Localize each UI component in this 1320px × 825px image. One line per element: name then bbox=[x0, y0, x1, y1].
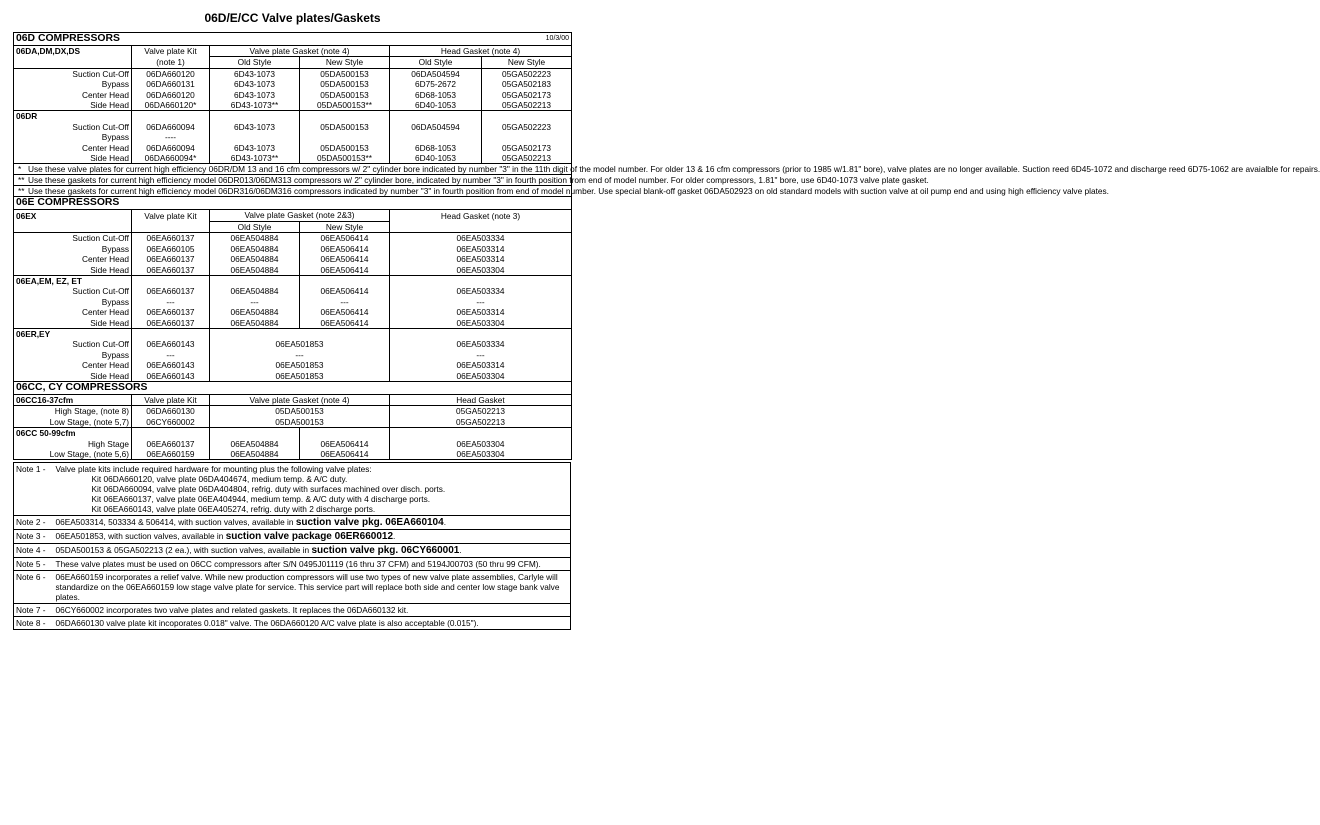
table-note-cell bbox=[14, 186, 1109, 197]
table-cell: 06EA660137 bbox=[132, 254, 210, 264]
note-marker: * bbox=[18, 164, 22, 175]
table-cell: 05DA500153 bbox=[300, 79, 390, 89]
note-marker: ** bbox=[18, 175, 25, 186]
table-cell: Low Stage, (note 5,7) bbox=[49, 416, 129, 427]
table-note bbox=[14, 175, 572, 186]
table-cell: 06EA506414 bbox=[300, 307, 390, 317]
section-header-06d bbox=[14, 33, 572, 46]
table-cell bbox=[132, 328, 210, 339]
table-cell: Side Head bbox=[90, 370, 129, 381]
note-7 bbox=[14, 604, 571, 617]
table-cell: 06EA506414 bbox=[300, 254, 390, 264]
table-cell: 06EA660137 bbox=[132, 286, 210, 296]
col-header: New Style bbox=[300, 221, 390, 232]
table-cell: 6D68-1053 bbox=[390, 90, 482, 100]
section-header-06cc bbox=[14, 381, 572, 394]
note-4 bbox=[14, 544, 571, 558]
note-5 bbox=[14, 558, 571, 571]
note-text: 06EA660159 incorporates a relief valve. While new production compressors will use two types of new valve plate assemblies, Carlyle will standardize on the 06EA660159 low stage valve plate for service. This service part will replace both side and center low stage bank valve plates. bbox=[54, 571, 571, 604]
table-cell bbox=[300, 132, 390, 142]
table-cell: 06EA503314 bbox=[390, 254, 572, 264]
table-cell: 06DA660094* bbox=[132, 153, 210, 164]
table-cell: 05GA502213 bbox=[390, 417, 572, 428]
table-cell: Side Head bbox=[90, 153, 129, 164]
table-cell: Center Head bbox=[81, 360, 129, 371]
table-row bbox=[14, 406, 572, 417]
table-cell: 05GA502223 bbox=[482, 122, 572, 132]
col-header: Head Gasket (note 3) bbox=[390, 210, 572, 221]
table-cell: 06DA660131 bbox=[132, 79, 210, 89]
table-cell bbox=[132, 111, 210, 122]
table-cell: 06EA503334 bbox=[390, 233, 572, 244]
table-cell: 6D43-1073** bbox=[210, 153, 300, 164]
table-cell: Bypass bbox=[101, 132, 129, 143]
table-cell: Suction Cut-Off bbox=[14, 233, 132, 244]
note-text: These valve plates must be used on 06CC compressors after S/N 0495J01119 (16 thru 37 CFM) and 5194J00703 (50 thru 99 CFM). bbox=[54, 558, 571, 571]
table-cell: 06EA506414 bbox=[300, 318, 390, 329]
note-text: 06DA660130 valve plate kit incoporates 0.018" valve. The 06DA660120 A/C valve plate is also acceptable (0.015"). bbox=[54, 617, 571, 630]
table-row bbox=[14, 132, 572, 142]
note-2 bbox=[14, 516, 571, 530]
table-cell: 06DA660094 bbox=[132, 122, 210, 132]
table-row bbox=[14, 244, 572, 254]
table-cell bbox=[482, 111, 572, 122]
table-cell bbox=[132, 275, 210, 286]
table-cell: 06EA504884 bbox=[210, 265, 300, 276]
subheader-06cc16 bbox=[14, 394, 572, 405]
table-row bbox=[14, 439, 572, 449]
table-cell: --- bbox=[390, 350, 572, 360]
table-row bbox=[14, 233, 572, 244]
table-cell: 06DA660120* bbox=[132, 100, 210, 111]
subheader-06dr bbox=[14, 111, 572, 122]
table-cell bbox=[300, 275, 390, 286]
note-label: Note 7 - bbox=[14, 604, 54, 617]
table-cell: 06EA660159 bbox=[132, 449, 210, 460]
table-cell bbox=[132, 221, 210, 232]
note-body: 06EA503314, 503334 & 506414, with suction valves, available in bbox=[55, 517, 294, 528]
table-row bbox=[14, 449, 572, 460]
table-cell bbox=[482, 132, 572, 142]
page-title: 06D/E/CC Valve plates/Gaskets bbox=[204, 11, 381, 25]
table-cell: 6D43-1073** bbox=[210, 100, 300, 111]
table-cell: 06EA504884 bbox=[210, 244, 300, 254]
table-cell: 05GA502173 bbox=[482, 90, 572, 100]
table-cell: 06EA660137 bbox=[132, 439, 210, 449]
table-cell: 06EA501853 bbox=[210, 371, 390, 382]
table-cell: Bypass bbox=[101, 296, 129, 307]
table-cell: 06EA506414 bbox=[300, 449, 390, 460]
table-cell: 06EA504884 bbox=[210, 254, 300, 264]
table-cell: 06EA503334 bbox=[390, 339, 572, 349]
table-row bbox=[14, 286, 572, 296]
table-cell bbox=[390, 132, 482, 142]
valve-plate-table bbox=[13, 32, 1320, 460]
note-text: 06CY660002 incorporates two valve plates and related gaskets. It replaces the 06DA660132 kit. bbox=[54, 604, 571, 617]
table-cell: 05GA502213 bbox=[482, 153, 572, 164]
col-header: New Style bbox=[482, 57, 572, 68]
table-cell: Suction Cut-Off bbox=[72, 339, 129, 350]
table-cell: Center Head bbox=[81, 254, 129, 265]
note-text: Use these valve plates for current high efficiency 06DR/DM 13 and 16 cfm compressors w/ 2" cylinder bore indicated by number "3" in the 11th digit of the model number. For older 13 & 16 cfm compressors (prior to 1985 w/1.81" bore), valve plates are no longer available. Suction reed 6D45-1072 and discharge reed 6D75-1062 are avaialble for repairs. bbox=[28, 164, 1320, 175]
model-group-label: 06CC16-37cfm bbox=[16, 394, 74, 405]
table-row bbox=[14, 153, 572, 164]
table-cell: 06EA504884 bbox=[210, 233, 300, 244]
table-cell: Bypass bbox=[101, 79, 129, 90]
table-cell: 06EA504884 bbox=[210, 439, 300, 449]
note-1 bbox=[14, 463, 571, 516]
table-cell: 06EA503314 bbox=[390, 360, 572, 370]
table-note-cell bbox=[14, 175, 929, 186]
table-cell: 06DA504594 bbox=[390, 122, 482, 132]
table-cell: High Stage bbox=[87, 438, 129, 449]
table-cell: 05GA502213 bbox=[390, 406, 572, 417]
table-cell: ---- bbox=[132, 132, 210, 142]
note-body: 06EA501853, with suction valves, available in bbox=[55, 531, 224, 542]
table-cell bbox=[390, 221, 572, 232]
table-cell: Center Head bbox=[81, 142, 129, 153]
table-row bbox=[14, 350, 572, 360]
table-cell bbox=[300, 111, 390, 122]
table-note-cell bbox=[14, 164, 1320, 175]
note-marker: ** bbox=[18, 186, 25, 197]
table-cell: 06EA660143 bbox=[132, 371, 210, 382]
table-cell bbox=[390, 328, 572, 339]
table-row bbox=[14, 417, 572, 428]
table-cell: High Stage, (note 8) bbox=[14, 406, 132, 417]
model-group-label: 06EX bbox=[16, 210, 37, 221]
table-cell: 06EA506414 bbox=[300, 439, 390, 449]
table-cell: 6D43-1073 bbox=[210, 90, 300, 100]
table-cell: Bypass bbox=[101, 243, 129, 254]
model-group-label: 06DA,DM,DX,DS bbox=[16, 46, 81, 57]
note-package: suction valve package 06ER660012 bbox=[225, 531, 394, 543]
table-cell: 05DA500153 bbox=[300, 122, 390, 132]
table-row bbox=[14, 360, 572, 370]
kit-line: Kit 06DA660094, valve plate 06DA404804, refrig. duty with surfaces machined over disch. ports. bbox=[91, 484, 446, 495]
table-row bbox=[14, 143, 572, 153]
table-note bbox=[14, 186, 572, 197]
table-cell: 06EA503314 bbox=[390, 244, 572, 254]
table-cell: 06EA503314 bbox=[390, 307, 572, 317]
col-header: Head Gasket (note 4) bbox=[390, 46, 572, 57]
subheader-06cc50 bbox=[14, 428, 572, 439]
table-cell: Low Stage, (note 5,6) bbox=[49, 449, 129, 459]
table-cell bbox=[210, 275, 300, 286]
note-label: Note 4 - bbox=[14, 544, 54, 558]
col-header: Old Style bbox=[390, 57, 482, 68]
table-cell: 06DA660094 bbox=[132, 143, 210, 153]
table-cell: --- bbox=[390, 297, 572, 307]
table-cell bbox=[300, 428, 390, 439]
table-cell: 6D40-1053 bbox=[390, 100, 482, 111]
col-header: Head Gasket bbox=[390, 394, 572, 405]
table-cell: 06EA504884 bbox=[210, 449, 300, 460]
table-cell: 05DA500153** bbox=[300, 100, 390, 111]
table-cell: Suction Cut-Off bbox=[72, 286, 129, 297]
table-cell: --- bbox=[132, 297, 210, 307]
table-row bbox=[14, 371, 572, 382]
table-cell: 05DA500153 bbox=[210, 406, 390, 417]
col-header: Valve plate Kit bbox=[132, 394, 210, 405]
table-cell: 06EA660137 bbox=[132, 233, 210, 244]
note-label: Note 3 - bbox=[14, 530, 54, 544]
table-cell: 06DA504594 bbox=[390, 68, 482, 79]
table-cell: 06DA660120 bbox=[132, 90, 210, 100]
table-body bbox=[14, 33, 1320, 460]
table-cell bbox=[390, 428, 572, 439]
subheader-06ex-2 bbox=[14, 221, 572, 232]
table-cell bbox=[210, 328, 390, 339]
table-cell: 6D68-1053 bbox=[390, 143, 482, 153]
note-body: 05DA500153 & 05GA502213 (2 ea.), with suction valves, available in bbox=[55, 545, 310, 556]
table-cell: Side Head bbox=[90, 317, 129, 328]
note-text: 05DA500153 & 05GA502213 (2 ea.), with suction valves, available in suction valve pkg. 06CY660001. bbox=[54, 544, 571, 558]
footnotes-table bbox=[13, 462, 571, 630]
table-cell: 06EA503304 bbox=[390, 439, 572, 449]
note-body: Valve plate kits include required hardware for mounting plus the following valve plates: bbox=[55, 464, 372, 475]
table-cell: 05DA500153 bbox=[210, 417, 390, 428]
table-row bbox=[14, 307, 572, 317]
kit-line: Kit 06DA660120, valve plate 06DA404674, medium temp. & A/C duty. bbox=[91, 474, 348, 485]
table-cell: 06DA660130 bbox=[132, 406, 210, 417]
note-label: Note 8 - bbox=[14, 617, 54, 630]
table-row bbox=[14, 339, 572, 349]
table-cell: 6D43-1073 bbox=[210, 68, 300, 79]
table-cell: Center Head bbox=[81, 89, 129, 100]
table-cell: --- bbox=[132, 350, 210, 360]
table-cell: 06EA506414 bbox=[300, 286, 390, 296]
table-cell: 06CY660002 bbox=[132, 417, 210, 428]
col-header: (note 1) bbox=[132, 57, 210, 68]
table-cell: 06EA503304 bbox=[390, 449, 572, 460]
table-row bbox=[14, 90, 572, 100]
note-package: suction valve pkg. 06CY660001 bbox=[311, 545, 460, 557]
kit-line: Kit 06EA660137, valve plate 06EA404944, medium temp. & A/C duty with 4 discharge ports. bbox=[91, 494, 431, 505]
note-text: 06EA503314, 503334 & 506414, with suction valves, available in suction valve pkg. 06EA660104. bbox=[54, 516, 571, 530]
table-row bbox=[14, 79, 572, 89]
section-label: 06D COMPRESSORS bbox=[16, 33, 120, 44]
table-row bbox=[14, 100, 572, 111]
table-cell: Side Head bbox=[90, 264, 129, 275]
col-header: Old Style bbox=[210, 221, 300, 232]
table-cell bbox=[132, 428, 210, 439]
table-cell bbox=[210, 428, 300, 439]
col-header: Valve plate Gasket (note 2&3) bbox=[210, 210, 390, 221]
table-row bbox=[14, 68, 572, 79]
main-table-wrap bbox=[13, 32, 1320, 630]
table-cell: 6D43-1073 bbox=[210, 122, 300, 132]
model-group-label: 06DR bbox=[14, 111, 132, 122]
table-cell: 05DA500153** bbox=[300, 153, 390, 164]
table-cell: 06EA501853 bbox=[210, 339, 390, 349]
table-cell: 6D43-1073 bbox=[210, 143, 300, 153]
col-header: Valve plate Gasket (note 4) bbox=[210, 46, 390, 57]
table-cell bbox=[210, 111, 300, 122]
table-cell: 06EA503304 bbox=[390, 318, 572, 329]
table-cell: Suction Cut-Off bbox=[14, 68, 132, 79]
section-title: 06E COMPRESSORS bbox=[14, 197, 572, 210]
table-row bbox=[14, 254, 572, 264]
table-cell: Bypass bbox=[101, 349, 129, 360]
note-label: Note 6 - bbox=[14, 571, 54, 604]
table-row bbox=[14, 297, 572, 307]
note-package: suction valve pkg. 06EA660104 bbox=[295, 517, 444, 529]
table-cell: 06EA660137 bbox=[132, 265, 210, 276]
table-cell: 06EA660105 bbox=[132, 244, 210, 254]
table-cell: --- bbox=[210, 297, 300, 307]
col-header: Old Style bbox=[210, 57, 300, 68]
table-cell: Center Head bbox=[81, 307, 129, 318]
table-cell: 06EA660143 bbox=[132, 360, 210, 370]
table-cell: 06EA660137 bbox=[132, 307, 210, 317]
subheader-06da bbox=[14, 46, 572, 57]
section-header-06e bbox=[14, 197, 572, 210]
table-cell: Side Head bbox=[90, 100, 129, 111]
table-cell: 06EA506414 bbox=[300, 233, 390, 244]
table-cell: 05GA502173 bbox=[482, 143, 572, 153]
table-cell: 05GA502213 bbox=[482, 100, 572, 111]
table-cell bbox=[14, 221, 132, 232]
table-cell: 05GA502183 bbox=[482, 79, 572, 89]
note-8 bbox=[14, 617, 571, 630]
table-cell: 06DA660120 bbox=[132, 68, 210, 79]
table-cell: 06EA504884 bbox=[210, 318, 300, 329]
model-group-label: 06EA,EM, EZ, ET bbox=[14, 275, 132, 286]
table-row bbox=[14, 122, 572, 132]
revision-date: 10/3/00 bbox=[545, 35, 570, 42]
table-cell: 06EA501853 bbox=[210, 360, 390, 370]
table-row bbox=[14, 265, 572, 276]
section-title bbox=[14, 33, 572, 46]
table-cell bbox=[210, 132, 300, 142]
note-label: Note 5 - bbox=[14, 558, 54, 571]
table-cell: 06EA660143 bbox=[132, 339, 210, 349]
table-cell: 06EA506414 bbox=[300, 265, 390, 276]
note-text: Use these gaskets for current high efficiency model 06DR013/06DM313 compressors w/ 2" cylinder bore, indicated by number "3" in fourth position from end of model number. For older compressors, 1.81" bore, use 6D40-1073 valve plate gasket. bbox=[28, 175, 929, 186]
table-cell bbox=[390, 275, 572, 286]
col-header: Valve plate Kit bbox=[132, 210, 210, 221]
table-row bbox=[14, 318, 572, 329]
table-cell: 05DA500153 bbox=[300, 90, 390, 100]
table-cell: --- bbox=[210, 350, 390, 360]
table-cell bbox=[390, 111, 482, 122]
note-text: 06EA501853, with suction valves, available in suction valve package 06ER660012. bbox=[54, 530, 571, 544]
model-group-label: 06ER,EY bbox=[14, 328, 132, 339]
table-cell: 6D40-1053 bbox=[390, 153, 482, 164]
subheader-06ex bbox=[14, 210, 572, 221]
table-cell: Suction Cut-Off bbox=[72, 121, 129, 132]
subheader-06ea bbox=[14, 275, 572, 286]
note-label: Note 2 - bbox=[14, 516, 54, 530]
model-group-label: 06CC 50-99cfm bbox=[14, 428, 132, 439]
table-cell: 06EA504884 bbox=[210, 307, 300, 317]
table-cell: 6D43-1073 bbox=[210, 79, 300, 89]
note-6 bbox=[14, 571, 571, 604]
table-cell: 05DA500153 bbox=[300, 143, 390, 153]
table-cell bbox=[14, 57, 132, 68]
table-cell: 06EA506414 bbox=[300, 244, 390, 254]
table-cell: 6D75-2672 bbox=[390, 79, 482, 89]
note-text bbox=[54, 463, 571, 516]
table-cell: 06EA503304 bbox=[390, 265, 572, 276]
table-cell: 05GA502223 bbox=[482, 68, 572, 79]
note-label: Note 1 - bbox=[14, 463, 54, 516]
subheader-06da-2 bbox=[14, 57, 572, 68]
section-title: 06CC, CY COMPRESSORS bbox=[14, 381, 572, 394]
note-text: Use these gaskets for current high efficiency model 06DR316/06DM316 compressors indicated by number "3" in fourth position from end of model number. Use special blank-off gasket 06DA502923 on old standard models with suction valve at oil pump end and using high efficiency valve plates. bbox=[28, 186, 1109, 197]
note-3 bbox=[14, 530, 571, 544]
col-header: Valve plate Gasket (note 4) bbox=[210, 394, 390, 405]
table-cell: 06EA504884 bbox=[210, 286, 300, 296]
table-cell: 06EA503334 bbox=[390, 286, 572, 296]
table-cell: 06EA503304 bbox=[390, 371, 572, 382]
subheader-06er bbox=[14, 328, 572, 339]
table-cell: 05DA500153 bbox=[300, 68, 390, 79]
kit-line: Kit 06EA660143, valve plate 06EA405274, refrig. duty with 2 discharge ports. bbox=[91, 504, 376, 515]
col-header: Valve plate Kit bbox=[132, 46, 210, 57]
col-header: New Style bbox=[300, 57, 390, 68]
table-cell: --- bbox=[300, 297, 390, 307]
table-note bbox=[14, 164, 572, 175]
table-cell: 06EA660137 bbox=[132, 318, 210, 329]
